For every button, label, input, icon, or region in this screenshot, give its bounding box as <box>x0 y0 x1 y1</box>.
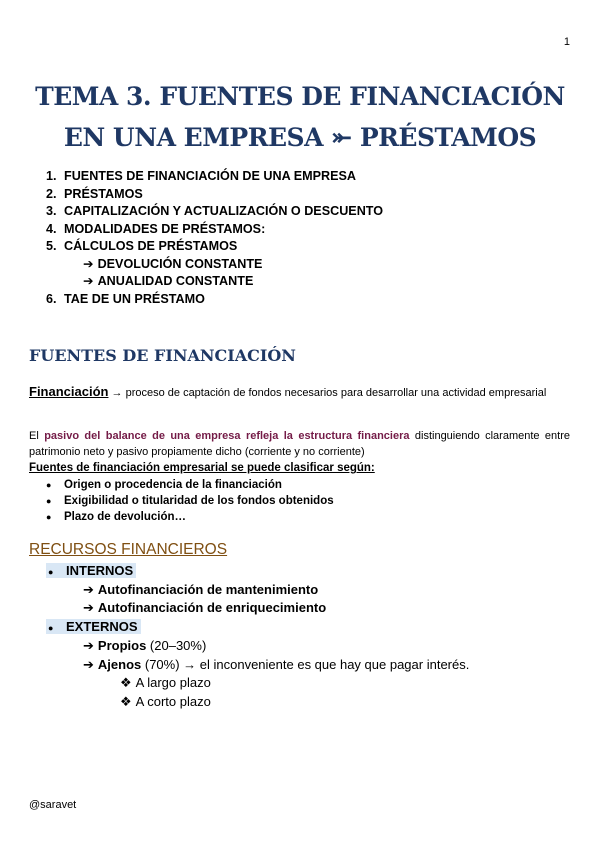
ajenos-subitem <box>83 657 469 673</box>
toc-label: MODALIDADES DE PRÉSTAMOS: <box>64 221 266 236</box>
plazo-label: A corto plazo <box>135 694 211 709</box>
toc-number: 1. <box>46 169 57 183</box>
page-title: TEMA 3. FUENTES DE FINANCIACIÓN EN UNA EMPRESA ⤜ PRÉSTAMOS <box>35 82 565 152</box>
toc-number: 5. <box>46 239 57 253</box>
internos-subitem <box>83 600 326 616</box>
internos-subitem <box>83 582 318 598</box>
toc-item <box>46 203 383 221</box>
pasivo-suffix: distinguiendo claramente entre patrimonio neto y pasivo propiamente dicho (corriente y no corriente) <box>29 430 570 458</box>
toc-item <box>46 238 383 256</box>
definition-term: Financiación <box>29 384 109 399</box>
toc-label: FUENTES DE FINANCIACIÓN DE UNA EMPRESA <box>64 169 357 183</box>
externos-label-highlight <box>46 619 141 634</box>
internos-item <box>46 563 136 578</box>
clasificacion-list <box>46 477 334 525</box>
definition-text: → proceso de captación de fondos necesarios para desarrollar una actividad empresarial <box>108 387 547 399</box>
toc-subitem <box>46 256 383 274</box>
ajenos-text: (70%) → el inconveniente es que hay que pagar interés. <box>141 657 470 672</box>
list-item <box>46 509 334 525</box>
toc-label: DEVOLUCIÓN CONSTANTE <box>97 256 263 271</box>
ajenos-label: Ajenos <box>97 657 142 672</box>
page-number: 1 <box>563 36 570 48</box>
internos-subitem-label: Autofinanciación de mantenimiento <box>97 582 319 597</box>
list-item <box>46 493 334 509</box>
list-item-label: Exigibilidad o titularidad de los fondos obtenidos <box>64 495 334 507</box>
toc-label: CÁLCULOS DE PRÉSTAMOS <box>64 239 238 253</box>
toc-item <box>46 291 383 309</box>
bullet-icon: ● <box>46 512 52 522</box>
list-item-label: Origen o procedencia de la financiación <box>64 479 282 491</box>
pasivo-prefix: El <box>29 430 45 442</box>
arrow-right-icon: ➔ <box>83 274 94 288</box>
recursos-heading: RECURSOS FINANCIEROS <box>29 541 228 558</box>
toc-number: 3. <box>46 204 57 218</box>
toc-label: PRÉSTAMOS <box>64 186 143 201</box>
internos-subitem-label: Autofinanciación de enriquecimiento <box>97 600 327 615</box>
toc-number: 2. <box>46 186 57 201</box>
list-item-label: Plazo de devolución… <box>64 511 187 523</box>
bullet-icon: ● <box>46 480 52 490</box>
diamond-bullet-icon: ❖ <box>120 675 132 690</box>
internos-label-highlight <box>46 563 136 578</box>
externos-label: EXTERNOS <box>66 619 138 634</box>
propios-label: Propios <box>97 638 147 653</box>
plazo-item <box>120 694 211 710</box>
author-handle: @saravet <box>29 799 77 811</box>
arrow-right-icon: ➔ <box>83 600 94 615</box>
propios-subitem <box>83 638 206 654</box>
financiacion-definition <box>29 384 574 399</box>
toc-subitem <box>46 273 383 291</box>
clasificacion-heading: Fuentes de financiación empresarial se puede clasificar según: <box>29 462 375 474</box>
toc-item <box>46 168 383 186</box>
arrow-right-icon: ➔ <box>83 256 94 271</box>
table-of-contents <box>46 168 383 308</box>
section-heading: FUENTES DE FINANCIACIÓN <box>29 346 296 365</box>
pasivo-highlight: pasivo del balance de una empresa refleja la estructura financiera <box>44 430 410 442</box>
toc-label: TAE DE UN PRÉSTAMO <box>64 291 205 306</box>
arrow-right-icon: ➔ <box>83 582 94 597</box>
pasivo-paragraph <box>29 428 570 460</box>
arrow-right-icon: ➔ <box>83 638 94 653</box>
externos-item <box>46 619 141 634</box>
toc-number: 4. <box>46 221 57 236</box>
propios-percentage: (20–30%) <box>146 638 207 653</box>
toc-item <box>46 221 383 239</box>
bullet-icon: ● <box>46 496 52 506</box>
toc-label: CAPITALIZACIÓN Y ACTUALIZACIÓN O DESCUENTO <box>64 204 384 218</box>
toc-label: ANUALIDAD CONSTANTE <box>97 274 254 288</box>
plazo-item <box>120 675 211 691</box>
bullet-icon: ● <box>48 623 54 633</box>
toc-number: 6. <box>46 291 57 306</box>
arrow-right-icon: ➔ <box>83 657 94 672</box>
plazo-label: A largo plazo <box>135 675 211 690</box>
toc-item <box>46 186 383 204</box>
list-item <box>46 477 334 493</box>
bullet-icon: ● <box>48 567 54 577</box>
internos-label: INTERNOS <box>66 563 134 578</box>
diamond-bullet-icon: ❖ <box>120 694 132 709</box>
